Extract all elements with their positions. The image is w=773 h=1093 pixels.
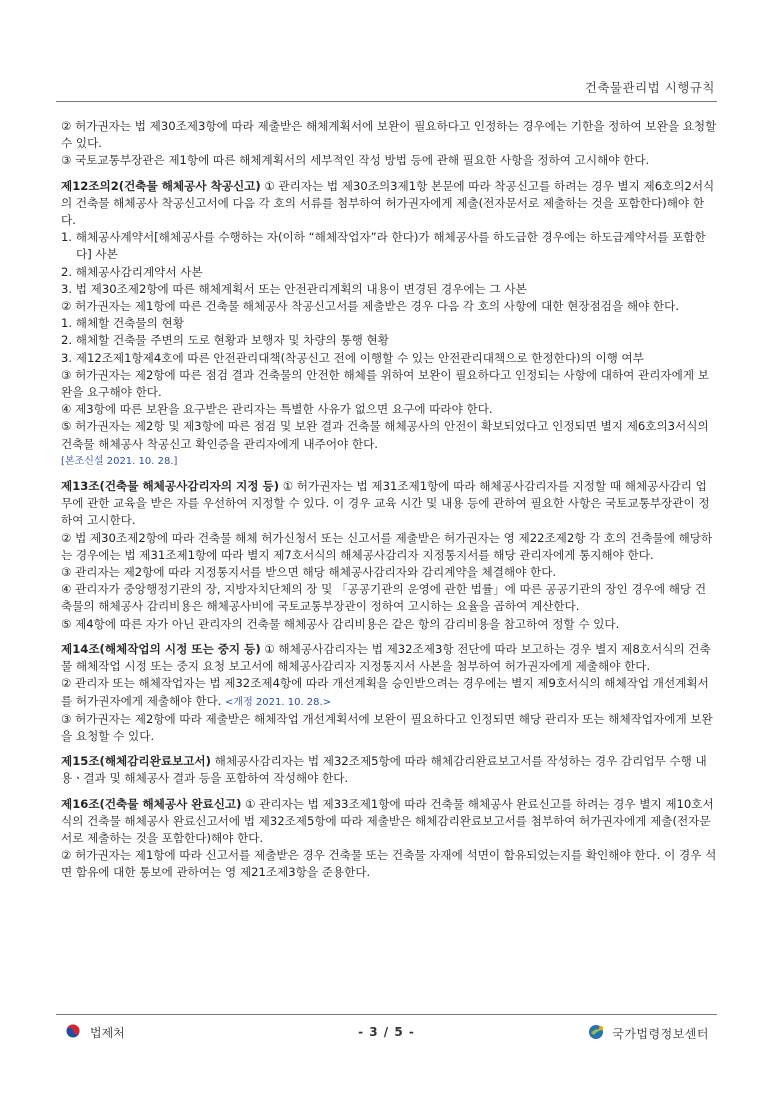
article-text: ① 허가권자는 법 제31조제1항에 따라 해체공사감리자를 지정할 때 해체공사감리 업무에 관한 교육을 받은 자를 우선하여 지정할 수 있다. 이 경우 교육 시간 및 내용 등에 관하여 필요한 사항은 국토교통부장관이 정하여 고시한다. bbox=[61, 479, 710, 528]
paragraph-text: ② 허가권자는 제1항에 따라 신고서를 제출받은 경우 건축물 또는 건축물 자재에 석면이 함유되었는지를 확인해야 한다. 이 경우 석면 함유에 대한 통보에 관하여는 영 제21조제3항을 준용한다. bbox=[61, 848, 717, 880]
list-item: 1. 해체공사계약서[해체공사를 수행하는 자(이하 “해체작업자”라 한다)가 해체공사를 하도급한 경우에는 하도급계약서를 포함한다] 사본 bbox=[61, 230, 706, 262]
paragraph bbox=[61, 118, 717, 152]
regulation-body bbox=[61, 118, 717, 882]
footer-agency-name: 법제처 bbox=[90, 1026, 125, 1040]
paragraph-text: ③ 관리자는 제2항에 따라 지정통지서를 받으면 해당 해체공사감리자와 감리계약을 체결해야 한다. bbox=[61, 565, 557, 580]
paragraph-text: ③ 허가권자는 제2항에 따른 점검 결과 건축물의 안전한 해체를 위하여 보완이 필요하다고 인정되는 사항에 대하여 관리자에게 보완을 요구해야 한다. bbox=[61, 367, 709, 400]
paragraph bbox=[61, 418, 717, 452]
amendment-note: [본조신설 2021. 10. 28.] bbox=[61, 455, 178, 467]
article-title: 제13조(건축물 해체공사감리자의 지정 등) bbox=[61, 479, 280, 494]
paragraph bbox=[61, 367, 717, 401]
paragraph-text: ③ 허가권자는 제2항에 따라 제출받은 해체작업 개선계획서에 보완이 필요하다고 인정되면 해당 관리자 또는 해체작업자에게 보완을 요청할 수 있다. bbox=[61, 711, 713, 743]
paragraph-text: ⑤ 제4항에 따른 자가 아닌 관리자의 건축물 해체공사 감리비용은 같은 항의 감리비용을 참고하여 정할 수 있다. bbox=[61, 616, 620, 631]
paragraph bbox=[61, 298, 717, 315]
paragraph-text: ② 허가권자는 제1항에 따른 건축물 해체공사 착공신고서를 제출받은 경우 다음 각 호의 사항에 대한 현장점검을 해야 한다. bbox=[61, 299, 680, 314]
article bbox=[61, 753, 717, 787]
header-divider bbox=[56, 101, 717, 102]
paragraph bbox=[61, 530, 717, 564]
article bbox=[61, 478, 717, 530]
paragraph bbox=[61, 401, 717, 418]
list-item: 2. 해체공사감리계약서 사본 bbox=[61, 264, 203, 279]
paragraph-text: ② 관리자 또는 해체작업자는 법 제32조제4항에 따라 개선계획을 승인받으려는 경우에는 별지 제9호서식의 해체작업 개선계획서를 허가권자에게 제출해야 한다. bbox=[61, 676, 709, 708]
article-title: 제14조(해체작업의 시정 또는 중지 등) bbox=[61, 641, 261, 656]
paragraph-text: ② 법 제30조제2항에 따라 건축물 해체 허가신청서 또는 신고서를 제출받은 허가권자는 영 제22조제2항 각 호의 건축물에 해당하는 경우에는 법 제31조제1항에 따라 별지 제7호서식의 해체공사감리자 지정통지서를 해당 관리자에게 통지해야 한다. bbox=[61, 530, 713, 562]
list-item: 2. 해체할 건축물 주변의 도로 현황과 보행자 및 차량의 통행 현황 bbox=[61, 333, 389, 348]
paragraph bbox=[61, 152, 717, 169]
article-title: 제12조의2(건축물 해체공사 착공신고) bbox=[61, 178, 261, 193]
paragraph bbox=[61, 581, 717, 615]
footer-right bbox=[588, 1024, 709, 1043]
footer-divider bbox=[56, 1014, 717, 1015]
amendment-note: <개정 2021. 10. 28.> bbox=[225, 696, 332, 708]
article-text: 해체공사감리자는 법 제32조제5항에 따라 해체감리완료보고서를 작성하는 경우 감리업무 수행 내용ㆍ결과 및 해체공사 결과 등을 포함하여 작성해야 한다. bbox=[61, 754, 707, 786]
article bbox=[61, 641, 717, 675]
article-title: 제16조(건축물 해체공사 완료신고) bbox=[61, 796, 242, 811]
paragraph-text: ③ 국토교통부장관은 제1항에 따른 해체계획서의 세부적인 작성 방법 등에 관해 필요한 사항을 정하여 고시해야 한다. bbox=[61, 153, 650, 168]
list-item: 3. 법 제30조제2항에 따른 해체계획서 또는 안전관리계획의 내용이 변경된 경우에는 그 사본 bbox=[61, 281, 527, 296]
paragraph-text: ④ 관리자가 중앙행정기관의 장, 지방자치단체의 장 및 「공공기관의 운영에 관한 법률」에 따른 공공기관의 장인 경우에 해당 건축물의 해체공사 감리비용은 해체공사비에 국토교통부장관이 정하여 고시하는 요율을 곱하여 계산한다. bbox=[61, 582, 707, 614]
paragraph bbox=[61, 675, 717, 710]
paragraph-text: ② 허가권자는 법 제30조제3항에 따라 제출받은 해체계획서에 보완이 필요하다고 인정하는 경우에는 기한을 정하여 보완을 요청할 수 있다. bbox=[61, 119, 717, 151]
article-text: ① 해체공사감리자는 법 제32조제3항 전단에 따라 보고하는 경우 별지 제8호서식의 건축물 해체작업 시정 또는 중지 요청 보고서에 해체공사감리자 지정통지서 사본을 첨부하여 허가권자에게 제출해야 한다. bbox=[61, 641, 711, 674]
paragraph-text: ④ 제3항에 따른 보완을 요구받은 관리자는 특별한 사유가 없으면 요구에 따라야 한다. bbox=[61, 402, 493, 417]
paragraph bbox=[61, 847, 717, 881]
paragraph bbox=[61, 564, 717, 581]
header-title: 건축물관리법 시행규칙 bbox=[584, 80, 715, 95]
article-text: ① 관리자는 법 제30조의3제1항 본문에 따라 착공신고를 하려는 경우 별지 제6호의2서식의 건축물 해체공사 착공신고서에 다음 각 호의 서류를 첨부하여 허가권자에게 제출(전자문서로 제출하는 것을 포함한다)해야 한다. bbox=[61, 178, 715, 228]
list-item: 3. 제12조제1항제4호에 따른 안전관리대책(착공신고 전에 이행할 수 있는 안전관리대책으로 한정한다)의 이행 여부 bbox=[61, 350, 644, 365]
law-info-center-logo-icon bbox=[588, 1024, 606, 1043]
article-text: ① 관리자는 법 제33조제1항에 따라 건축물 해체공사 완료신고를 하려는 경우 별지 제10호서식의 건축물 해체공사 완료신고서에 법 제32조제5항에 따라 제출받은 해체감리완료보고서를 첨부하여 허가권자에게 제출(전자문서로 제출하는 것을 포함한다)해야 한다. bbox=[61, 796, 714, 845]
page-number: - 3 / 5 - bbox=[358, 1025, 415, 1039]
paragraph-text: ⑤ 허가권자는 제2항 및 제3항에 따른 점검 및 보완 결과 건축물 해체공사의 안전이 확보되었다고 인정되면 별지 제6호의3서식의 건축물 해체공사 착공신고 확인증을 관리자에게 내주어야 한다. bbox=[61, 419, 709, 451]
paragraph bbox=[61, 711, 717, 745]
article bbox=[61, 796, 717, 848]
paragraph bbox=[61, 616, 717, 633]
article-title: 제15조(해체감리완료보고서) bbox=[61, 754, 211, 769]
article bbox=[61, 178, 717, 230]
list-item: 1. 해체할 건축물의 현황 bbox=[61, 316, 184, 331]
footer-center-name: 국가법령정보센터 bbox=[612, 1027, 709, 1041]
footer bbox=[56, 1024, 717, 1046]
